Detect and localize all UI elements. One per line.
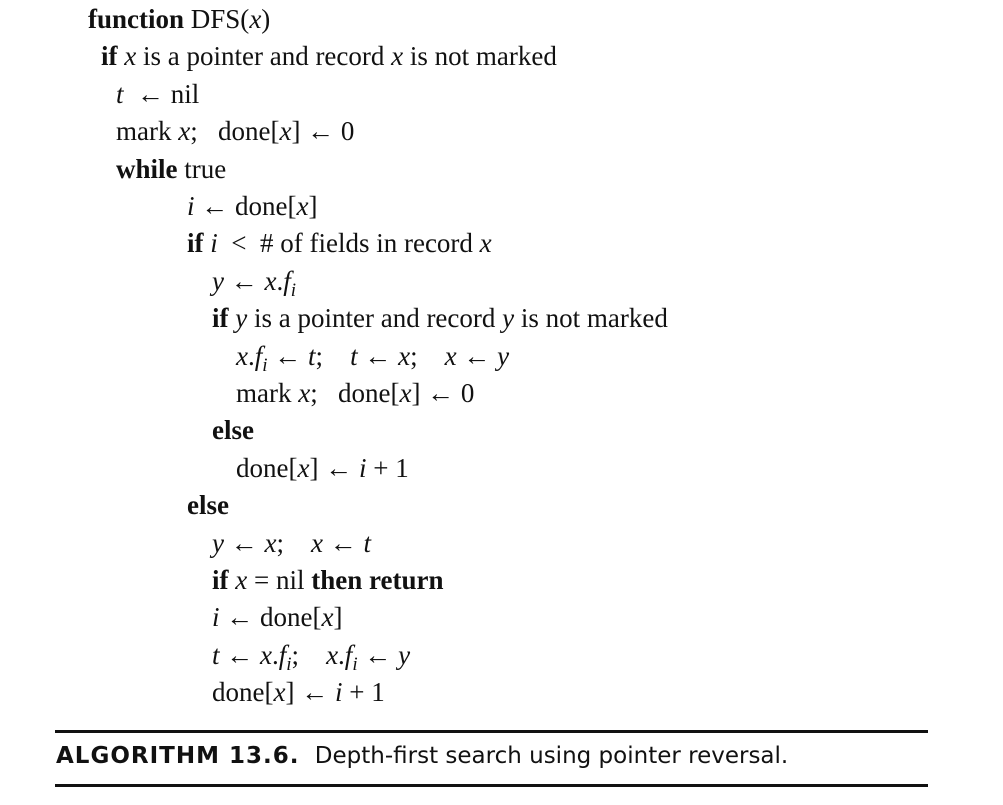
code-line <box>187 191 317 221</box>
code-text: + 1 <box>342 677 385 708</box>
caption-text: Depth-first search using pointer reversal. <box>314 743 789 769</box>
variable: i <box>212 602 220 633</box>
subscript: i <box>286 653 292 675</box>
keyword: else <box>187 490 229 521</box>
code-text: < # of fields in record <box>217 228 480 259</box>
code-text: ] <box>308 191 318 221</box>
keyword: then return <box>311 565 444 595</box>
code-text: ; done[ <box>310 378 400 408</box>
code-text: ← nil <box>123 78 200 109</box>
variable: i <box>210 228 218 259</box>
code-text: ← done[ <box>194 191 297 221</box>
code-text: ] ← <box>309 452 359 483</box>
code-text: = nil <box>247 565 312 595</box>
code-text: mark <box>116 116 179 147</box>
code-text: DFS( <box>184 4 250 34</box>
code-text: true <box>177 153 227 184</box>
variable: t <box>308 340 316 371</box>
code-text: . <box>338 639 345 670</box>
variable: y <box>398 639 411 670</box>
code-line <box>236 340 510 376</box>
code-text: ← <box>219 639 261 670</box>
subscript: i <box>290 279 297 301</box>
code-line <box>236 453 409 483</box>
variable: x <box>326 639 339 670</box>
variable: t <box>363 527 371 558</box>
variable: i <box>358 452 367 483</box>
code-text: ] ← 0 <box>411 378 475 408</box>
caption-label: ALGORITHM 13.6. <box>56 743 300 769</box>
code-text: ← <box>357 639 399 670</box>
variable: f <box>344 639 353 670</box>
algorithm-caption <box>56 743 788 769</box>
variable: x <box>178 116 191 147</box>
variable: x <box>264 527 277 558</box>
code-text: ← <box>456 340 498 371</box>
code-text: is a pointer and record <box>247 303 503 334</box>
code-text: ← <box>223 265 265 296</box>
variable: x <box>279 116 292 147</box>
code-text: is not marked <box>514 303 668 334</box>
variable: y <box>212 527 224 558</box>
code-text: . <box>272 639 279 670</box>
code-text: ; <box>315 340 351 371</box>
keyword: if <box>101 41 118 72</box>
variable: y <box>497 340 510 371</box>
variable: x <box>296 191 309 221</box>
variable: t <box>116 78 124 109</box>
variable: x <box>399 378 412 408</box>
code-line <box>101 41 557 71</box>
variable: x <box>321 602 334 633</box>
variable: f <box>254 340 263 371</box>
code-text: ; done[ <box>190 116 280 147</box>
variable: t <box>350 340 358 371</box>
code-text: . <box>247 340 255 371</box>
keyword: else <box>212 415 254 446</box>
variable: x <box>444 340 457 371</box>
code-text: ; <box>410 340 445 371</box>
variable: y <box>502 303 515 334</box>
variable: y <box>235 303 248 334</box>
keyword: while <box>116 153 178 184</box>
variable: x <box>298 378 311 408</box>
variable: x <box>249 4 262 34</box>
keyword: function <box>88 4 185 34</box>
caption-bottom-rule <box>55 784 928 787</box>
code-text: ) <box>261 4 271 34</box>
code-text: + 1 <box>366 452 409 483</box>
code-text: is a pointer and record <box>136 41 392 72</box>
keyword: if <box>212 565 229 595</box>
code-text: done[ <box>212 677 274 708</box>
code-text: done[ <box>236 452 298 483</box>
code-line <box>212 677 385 707</box>
code-text: ← <box>223 527 265 558</box>
variable: x <box>273 677 286 708</box>
variable: x <box>264 265 277 296</box>
code-text: ; <box>276 527 311 558</box>
code-line <box>212 602 342 632</box>
code-line <box>116 79 199 109</box>
variable: x <box>310 527 323 558</box>
code-text: ; <box>291 639 327 670</box>
variable: i <box>334 677 343 708</box>
variable: f <box>278 639 287 670</box>
code-text: mark <box>236 378 299 408</box>
code-line <box>116 154 226 184</box>
variable: x <box>260 639 272 670</box>
code-text: is not marked <box>403 41 557 72</box>
variable: x <box>297 452 310 483</box>
code-text: ] ← <box>285 677 335 708</box>
code-line <box>116 116 354 146</box>
code-text: ← <box>357 340 399 371</box>
code-line <box>212 265 297 301</box>
code-line <box>212 565 443 595</box>
keyword: if <box>212 303 229 334</box>
variable: x <box>398 340 411 371</box>
code-line <box>187 228 492 258</box>
code-text: ← <box>267 340 309 371</box>
code-text: ] ← 0 <box>291 116 355 147</box>
caption-top-rule <box>55 730 928 733</box>
variable: i <box>187 191 195 221</box>
keyword: if <box>187 228 204 259</box>
variable: x <box>235 565 248 595</box>
code-line <box>212 415 254 445</box>
variable: t <box>212 639 220 670</box>
variable: x <box>479 228 492 259</box>
subscript: i <box>262 354 268 376</box>
variable: y <box>212 265 224 296</box>
code-line <box>187 490 229 520</box>
code-line <box>212 303 668 333</box>
code-text: . <box>276 265 284 296</box>
variable: x <box>236 340 248 371</box>
code-line <box>212 528 371 558</box>
code-text: ] <box>333 602 343 633</box>
code-line <box>212 639 411 675</box>
variable: x <box>124 41 137 72</box>
code-text: ← <box>322 527 364 558</box>
code-line <box>236 378 474 408</box>
variable: x <box>391 41 404 72</box>
code-line <box>88 4 270 34</box>
code-text: ← done[ <box>219 602 322 633</box>
subscript: i <box>352 653 358 675</box>
variable: f <box>283 265 291 296</box>
